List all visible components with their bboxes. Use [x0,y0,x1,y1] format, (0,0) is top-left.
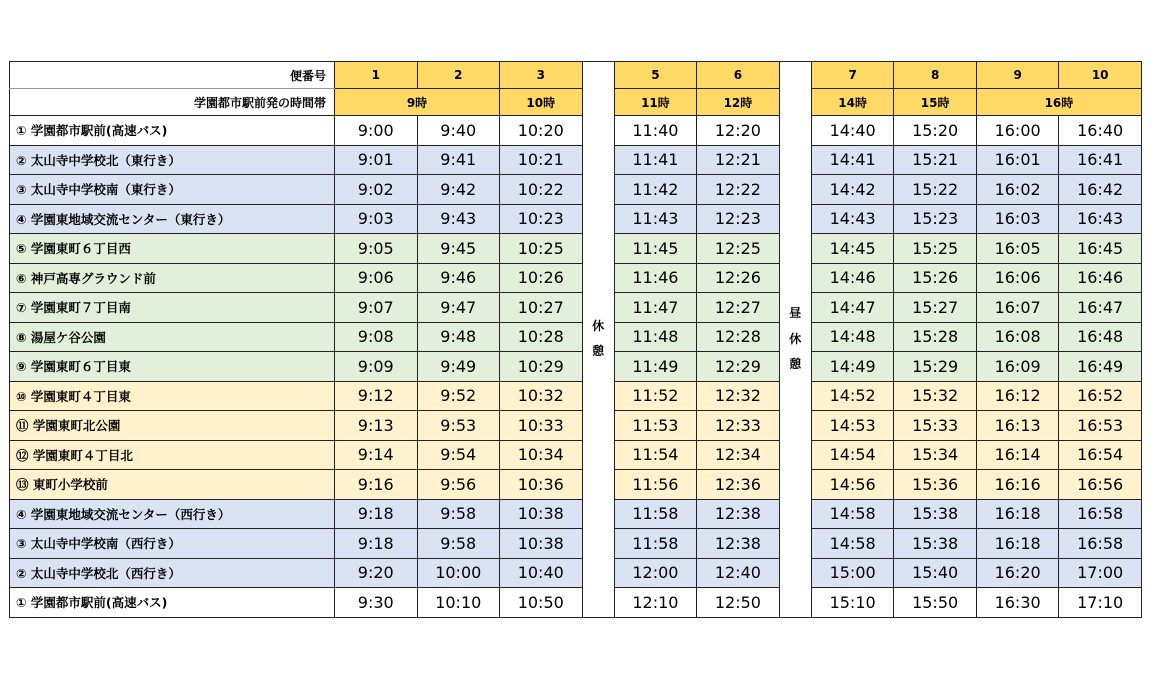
timetable-row [10,411,1142,441]
departure-time: 15:38 [894,499,977,529]
departure-time: 14:48 [811,322,894,352]
departure-time: 11:49 [614,352,697,382]
departure-time: 9:16 [335,470,418,500]
departure-time: 10:20 [500,116,583,146]
timetable-row [10,263,1142,293]
departure-time: 15:32 [894,381,977,411]
break-column [582,62,614,618]
departure-time: 16:07 [976,293,1059,323]
timetable-row [10,529,1142,559]
departure-time: 9:01 [335,145,418,175]
departure-time: 9:46 [417,263,500,293]
departure-time: 16:13 [976,411,1059,441]
departure-time: 10:29 [500,352,583,382]
timetable-row [10,145,1142,175]
departure-time: 16:48 [1059,322,1142,352]
departure-time: 15:33 [894,411,977,441]
departure-time: 9:05 [335,234,418,264]
stop-name: ⑧ 湯屋ケ谷公園 [10,322,335,352]
departure-time: 16:53 [1059,411,1142,441]
timetable-row [10,588,1142,618]
departure-time: 9:40 [417,116,500,146]
departure-time: 15:26 [894,263,977,293]
departure-time: 9:06 [335,263,418,293]
departure-time: 9:02 [335,175,418,205]
departure-time: 10:10 [417,588,500,618]
departure-time: 16:46 [1059,263,1142,293]
timetable-row [10,352,1142,382]
departure-time: 16:56 [1059,470,1142,500]
service-number: 2 [417,62,500,89]
timetable-row [10,175,1142,205]
stop-name: ⑤ 学園東町６丁目西 [10,234,335,264]
service-number: 1 [335,62,418,89]
hour-group: 14時 [811,89,894,116]
bus-timetable [9,61,1142,618]
departure-time: 14:49 [811,352,894,382]
service-number: 7 [811,62,894,89]
hour-group: 16時 [976,89,1141,116]
departure-time: 15:22 [894,175,977,205]
departure-time: 9:41 [417,145,500,175]
departure-time: 15:34 [894,440,977,470]
departure-time: 9:52 [417,381,500,411]
stop-name: ① 学園都市駅前(高速バス) [10,588,335,618]
service-number: 3 [500,62,583,89]
departure-time: 10:34 [500,440,583,470]
departure-time: 15:10 [811,588,894,618]
departure-time: 16:41 [1059,145,1142,175]
stop-name: ⑨ 学園東町６丁目東 [10,352,335,382]
departure-time: 16:20 [976,558,1059,588]
departure-time: 15:00 [811,558,894,588]
break-char: 憩 [592,344,605,359]
departure-time: 12:36 [697,470,780,500]
departure-time: 14:42 [811,175,894,205]
departure-time: 11:56 [614,470,697,500]
hour-group: 10時 [500,89,583,116]
departure-time: 16:18 [976,529,1059,559]
departure-time: 10:36 [500,470,583,500]
break-char: 休 [789,331,802,346]
departure-time: 11:40 [614,116,697,146]
departure-time: 16:16 [976,470,1059,500]
departure-time: 9:18 [335,499,418,529]
departure-time: 12:20 [697,116,780,146]
stop-name: ⑬ 東町小学校前 [10,470,335,500]
departure-time: 12:10 [614,588,697,618]
departure-time: 12:38 [697,499,780,529]
departure-time: 12:21 [697,145,780,175]
departure-time: 15:38 [894,529,977,559]
departure-time: 9:53 [417,411,500,441]
departure-time: 16:49 [1059,352,1142,382]
departure-time: 10:26 [500,263,583,293]
stop-name: ⑫ 学園東町４丁目北 [10,440,335,470]
departure-time: 9:03 [335,204,418,234]
departure-time: 12:00 [614,558,697,588]
departure-time: 16:47 [1059,293,1142,323]
departure-time: 12:23 [697,204,780,234]
departure-hour-row [10,89,1142,116]
departure-time: 15:40 [894,558,977,588]
departure-time: 9:56 [417,470,500,500]
lunch-break-column [779,62,811,618]
departure-time: 16:58 [1059,529,1142,559]
timetable-row [10,440,1142,470]
service-number-row [10,62,1142,89]
departure-time: 10:23 [500,204,583,234]
departure-time: 9:12 [335,381,418,411]
timetable-row [10,381,1142,411]
departure-time: 15:23 [894,204,977,234]
departure-time: 16:42 [1059,175,1142,205]
departure-time: 15:28 [894,322,977,352]
departure-time: 10:32 [500,381,583,411]
departure-time: 16:00 [976,116,1059,146]
stop-name: ④ 学園東地域交流センター（西行き） [10,499,335,529]
departure-time: 9:20 [335,558,418,588]
hour-group: 11時 [614,89,697,116]
stop-name: ③ 太山寺中学校南（西行き） [10,529,335,559]
service-number: 8 [894,62,977,89]
stop-name: ① 学園都市駅前(高速バス) [10,116,335,146]
service-number: 6 [697,62,780,89]
timetable-row [10,116,1142,146]
timetable-row [10,204,1142,234]
hour-group: 9時 [335,89,500,116]
timetable-row [10,322,1142,352]
departure-time: 12:28 [697,322,780,352]
departure-time: 11:52 [614,381,697,411]
departure-time: 16:09 [976,352,1059,382]
departure-time: 10:33 [500,411,583,441]
departure-time: 12:27 [697,293,780,323]
departure-time: 16:52 [1059,381,1142,411]
break-char: 昼 [789,306,802,321]
departure-time: 9:45 [417,234,500,264]
service-number-label: 便番号 [10,62,335,89]
departure-time: 16:01 [976,145,1059,175]
departure-time: 15:20 [894,116,977,146]
departure-time: 16:40 [1059,116,1142,146]
departure-time: 10:38 [500,529,583,559]
departure-time: 9:54 [417,440,500,470]
departure-time: 14:47 [811,293,894,323]
departure-time: 9:13 [335,411,418,441]
departure-time: 14:45 [811,234,894,264]
stop-name: ⑪ 学園東町北公園 [10,411,335,441]
departure-time: 10:00 [417,558,500,588]
stop-name: ⑥ 神戸高専グラウンド前 [10,263,335,293]
departure-time: 16:02 [976,175,1059,205]
departure-time: 11:46 [614,263,697,293]
departure-time: 11:43 [614,204,697,234]
break-char: 休 [592,319,605,334]
departure-time: 10:28 [500,322,583,352]
break-char: 憩 [789,356,802,371]
departure-time: 11:53 [614,411,697,441]
departure-time: 9:47 [417,293,500,323]
departure-time: 16:03 [976,204,1059,234]
departure-time: 16:18 [976,499,1059,529]
departure-time: 15:36 [894,470,977,500]
departure-time: 9:48 [417,322,500,352]
departure-time: 12:26 [697,263,780,293]
service-number: 9 [976,62,1059,89]
departure-time: 16:43 [1059,204,1142,234]
departure-time: 14:56 [811,470,894,500]
departure-time: 9:58 [417,499,500,529]
departure-time: 12:34 [697,440,780,470]
timetable-row [10,293,1142,323]
departure-time: 12:29 [697,352,780,382]
departure-time: 12:25 [697,234,780,264]
departure-time: 16:14 [976,440,1059,470]
departure-time: 12:32 [697,381,780,411]
departure-time: 10:38 [500,499,583,529]
departure-time: 10:27 [500,293,583,323]
departure-time: 15:21 [894,145,977,175]
departure-time: 9:07 [335,293,418,323]
departure-time: 14:58 [811,529,894,559]
timetable-row [10,499,1142,529]
departure-time: 17:00 [1059,558,1142,588]
departure-time: 11:42 [614,175,697,205]
departure-time: 10:40 [500,558,583,588]
stop-name: ② 太山寺中学校北（東行き） [10,145,335,175]
departure-time: 15:29 [894,352,977,382]
departure-time: 9:42 [417,175,500,205]
timetable-row [10,470,1142,500]
departure-time: 16:54 [1059,440,1142,470]
stop-name: ③ 太山寺中学校南（東行き） [10,175,335,205]
timetable-row [10,558,1142,588]
departure-time: 16:06 [976,263,1059,293]
departure-time: 11:45 [614,234,697,264]
stop-name: ② 太山寺中学校北（西行き） [10,558,335,588]
departure-time: 16:05 [976,234,1059,264]
departure-hour-label: 学園都市駅前発の時間帯 [10,89,335,116]
departure-time: 9:14 [335,440,418,470]
departure-time: 11:58 [614,499,697,529]
departure-time: 9:30 [335,588,418,618]
departure-time: 14:41 [811,145,894,175]
service-number: 5 [614,62,697,89]
departure-time: 9:58 [417,529,500,559]
departure-time: 12:33 [697,411,780,441]
departure-time: 15:27 [894,293,977,323]
departure-time: 14:40 [811,116,894,146]
departure-time: 9:08 [335,322,418,352]
departure-time: 9:18 [335,529,418,559]
hour-group: 15時 [894,89,977,116]
departure-time: 10:21 [500,145,583,175]
departure-time: 9:09 [335,352,418,382]
departure-time: 11:41 [614,145,697,175]
stop-name: ⑦ 学園東町７丁目南 [10,293,335,323]
departure-time: 11:54 [614,440,697,470]
departure-time: 12:50 [697,588,780,618]
departure-time: 15:50 [894,588,977,618]
departure-time: 16:45 [1059,234,1142,264]
stop-name: ④ 学園東地域交流センター（東行き） [10,204,335,234]
departure-time: 11:48 [614,322,697,352]
stop-name: ⑩ 学園東町４丁目東 [10,381,335,411]
departure-time: 14:54 [811,440,894,470]
departure-time: 14:58 [811,499,894,529]
departure-time: 16:30 [976,588,1059,618]
service-number: 10 [1059,62,1142,89]
departure-time: 14:52 [811,381,894,411]
departure-time: 9:49 [417,352,500,382]
departure-time: 10:22 [500,175,583,205]
hour-group: 12時 [697,89,780,116]
departure-time: 9:00 [335,116,418,146]
departure-time: 14:46 [811,263,894,293]
departure-time: 12:38 [697,529,780,559]
timetable-row [10,234,1142,264]
departure-time: 11:47 [614,293,697,323]
departure-time: 12:22 [697,175,780,205]
departure-time: 11:58 [614,529,697,559]
departure-time: 16:58 [1059,499,1142,529]
departure-time: 16:12 [976,381,1059,411]
departure-time: 15:25 [894,234,977,264]
departure-time: 12:40 [697,558,780,588]
departure-time: 17:10 [1059,588,1142,618]
departure-time: 14:53 [811,411,894,441]
departure-time: 16:08 [976,322,1059,352]
departure-time: 9:43 [417,204,500,234]
departure-time: 14:43 [811,204,894,234]
departure-time: 10:25 [500,234,583,264]
departure-time: 10:50 [500,588,583,618]
